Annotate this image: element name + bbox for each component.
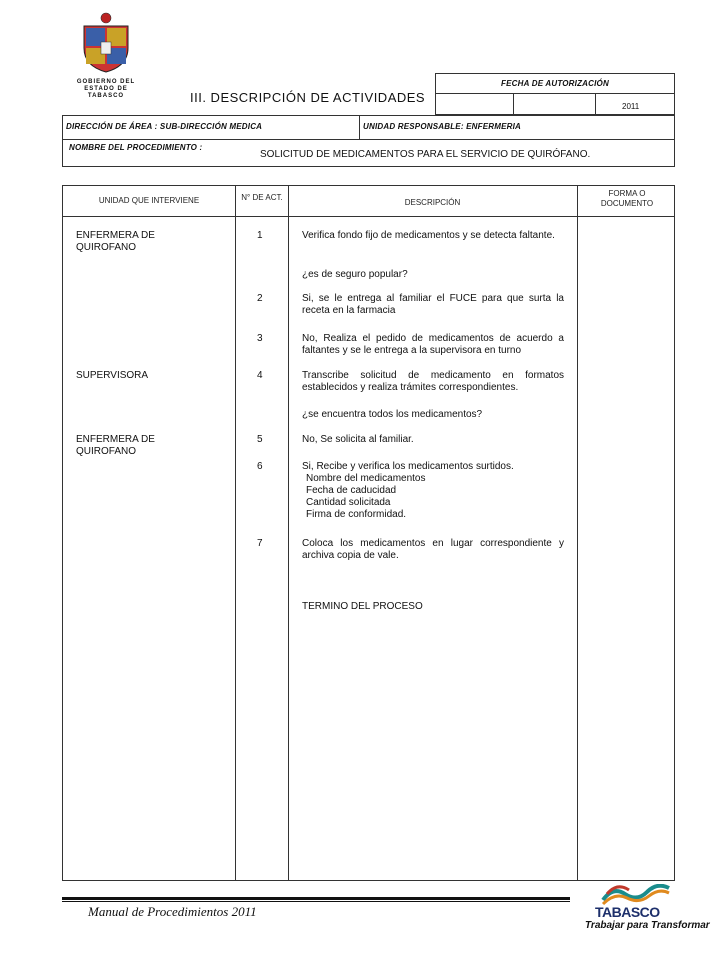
- activity-number: 4: [257, 370, 263, 381]
- description-text: ¿es de seguro popular?: [302, 269, 408, 280]
- coat-of-arms-logo: [76, 12, 136, 99]
- activities-table: [62, 185, 675, 881]
- direccion-row: [62, 115, 675, 140]
- description-text: No, Realiza el pedido de medicamentos de acuerdo a faltantes y se le entrega a la supervisora en turno: [302, 333, 564, 356]
- procedimiento-row: [62, 139, 675, 167]
- description-text: Coloca los medicamentos en lugar correspondiente y archiva copia de vale.: [302, 538, 564, 561]
- description-subitem: Cantidad solicitada: [306, 497, 391, 508]
- col-header-forma: FORMA O DOCUMENTO: [600, 189, 654, 208]
- tabasco-slogan: Trabajar para Transformar: [585, 920, 710, 931]
- shield-icon: [76, 12, 136, 74]
- section-title: III. DESCRIPCIÓN DE ACTIVIDADES: [190, 90, 426, 105]
- activity-number: 3: [257, 333, 263, 344]
- description-text: Transcribe solicitud de medicamento en formatos establecidos y realiza trámites correspondientes.: [302, 370, 564, 393]
- col-header-descripcion: DESCRIPCIÓN: [404, 198, 461, 207]
- footer-rule: [62, 897, 570, 900]
- fecha-year: 2011: [622, 102, 640, 111]
- unidad-cell: SUPERVISORA: [76, 370, 149, 381]
- procedimiento-value: SOLICITUD DE MEDICAMENTOS PARA EL SERVICIO DE QUIRÓFANO.: [260, 149, 591, 160]
- govt-logo-line-3: TABASCO: [87, 93, 125, 99]
- activity-number: 7: [257, 538, 263, 549]
- procedimiento-label: NOMBRE DEL PROCEDIMIENTO :: [69, 143, 203, 152]
- fecha-autorizacion-label: FECHA DE AUTORIZACIÓN: [501, 79, 609, 88]
- description-text: Si, se le entrega al familiar el FUCE para que surta la receta en la farmacia: [302, 293, 564, 316]
- manual-footer-text: Manual de Procedimientos 2011: [88, 904, 257, 919]
- unidad-cell: ENFERMERA DE QUIROFANO: [76, 230, 155, 253]
- govt-logo-line-1: GOBIERNO DEL: [76, 79, 136, 85]
- unidad-responsable-label: UNIDAD RESPONSABLE: ENFERMERIA: [363, 122, 522, 131]
- description-text: No, Se solicita al familiar.: [302, 434, 414, 445]
- col-header-num: N° DE ACT.: [241, 193, 283, 202]
- description-text: Verifica fondo fijo de medicamentos y se detecta faltante.: [302, 230, 555, 241]
- description-text: Si, Recibe y verifica los medicamentos surtidos.: [302, 461, 514, 472]
- activity-number: 5: [257, 434, 263, 445]
- activity-number: 6: [257, 461, 263, 472]
- fecha-autorizacion-box: [435, 73, 675, 115]
- termino-proceso: TERMINO DEL PROCESO: [302, 601, 423, 612]
- tabasco-brand: TABASCO: [595, 904, 660, 920]
- direccion-label: DIRECCIÓN DE ÁREA : SUB-DIRECCIÓN MEDICA: [66, 122, 263, 131]
- govt-logo-line-2: ESTADO DE: [84, 86, 128, 92]
- description-subitem: Fecha de caducidad: [306, 485, 397, 496]
- col-header-unidad: UNIDAD QUE INTERVIENE: [98, 196, 200, 205]
- description-subitem: Firma de conformidad.: [306, 509, 407, 520]
- unidad-cell: ENFERMERA DE QUIROFANO: [76, 434, 155, 457]
- description-subitem: Nombre del medicamentos: [306, 473, 426, 484]
- wave-icon: [601, 884, 671, 906]
- activity-number: 2: [257, 293, 263, 304]
- tabasco-logo: [585, 884, 710, 946]
- activity-number: 1: [257, 230, 263, 241]
- description-text: ¿se encuentra todos los medicamentos?: [302, 409, 483, 420]
